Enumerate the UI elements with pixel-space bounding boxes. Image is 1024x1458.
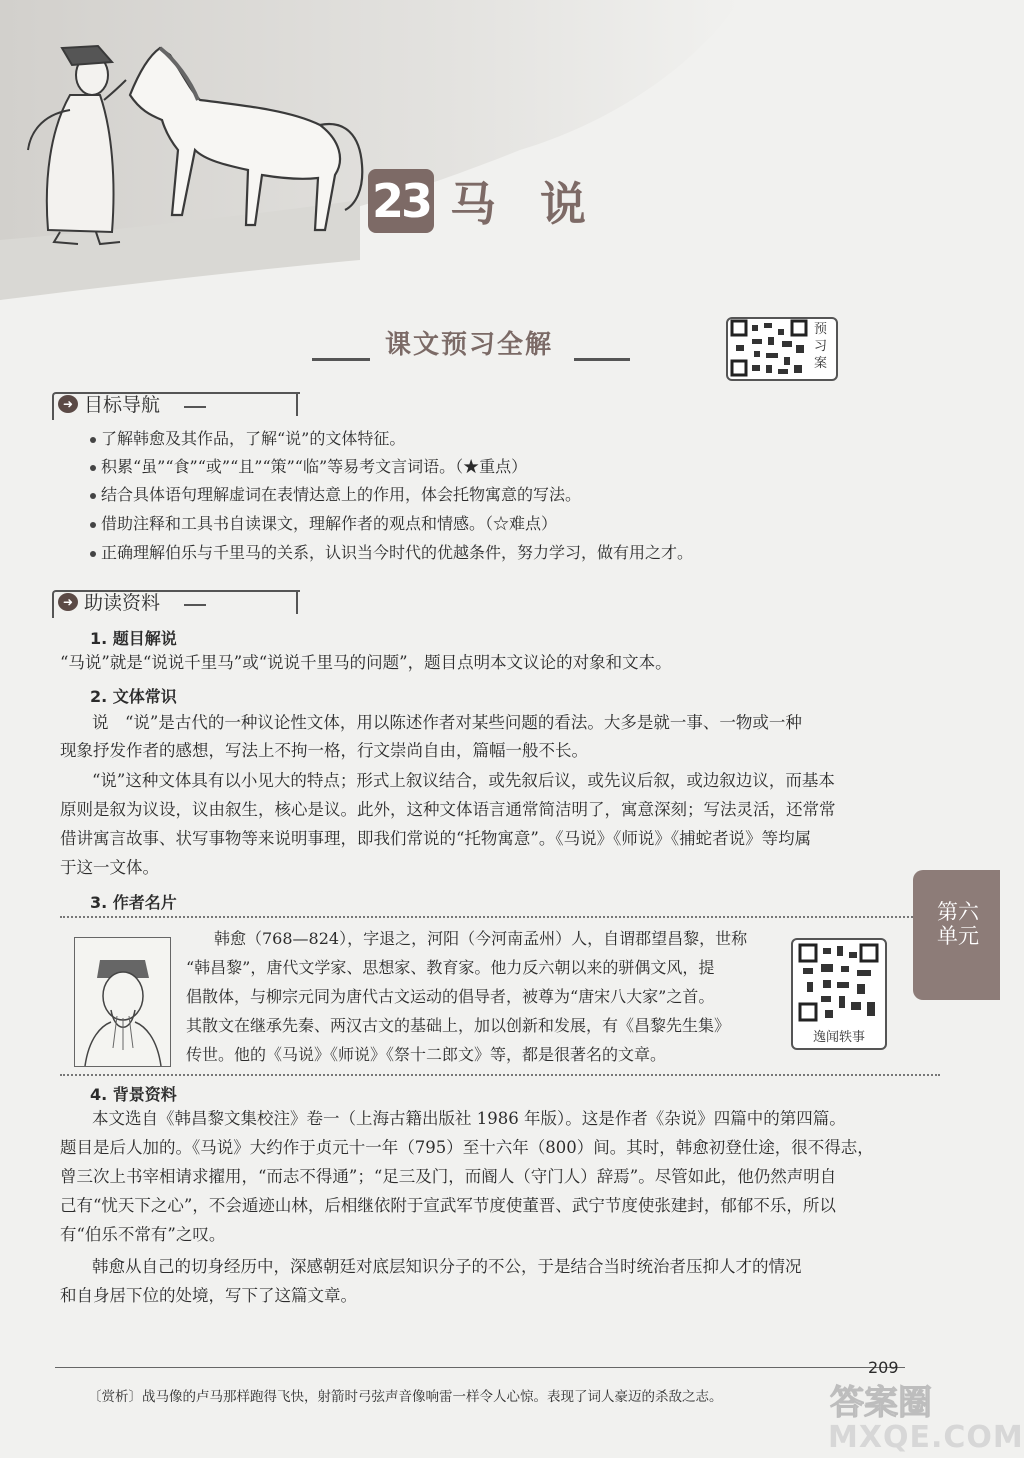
section-banner (312, 324, 630, 366)
goals-heading-text: 目标导航 (84, 394, 161, 416)
qr-label: 预习案 (814, 322, 828, 371)
svg-text:答案圈: 答案圈 (830, 1383, 932, 1423)
page-number: 209 (868, 1358, 899, 1377)
lesson-name: 马说 (450, 177, 630, 231)
paragraph-line: 己有“忧天下之心”，不会遁迹山林，后相继依附于宣武军节度使董晋、武宁节度使张建封，郁郁不乐，所以 (60, 1196, 836, 1215)
author-portrait (74, 937, 171, 1067)
bullet-icon (90, 465, 96, 471)
header-illustration (0, 0, 1000, 310)
author-card-bottom-border (60, 1074, 940, 1076)
paragraph-line: “马说”就是“说说千里马”或“说说千里马的问题”，题目点明本文议论的对象和文本。 (60, 653, 672, 672)
paragraph-line: 现象抒发作者的感想，写法上不拘一格，行文崇尚自由，篇幅一般不长。 (60, 741, 588, 760)
portrait-drawing (75, 938, 170, 1066)
qr-code-icon (799, 944, 879, 1022)
reading-heading-rule (184, 604, 206, 606)
goals-heading (58, 390, 160, 417)
author-bio-line: 传世。他的《马说》《师说》《祭十二郎文》等，都是很著名的文章。 (186, 1045, 667, 1064)
goals-frame-right (296, 392, 298, 416)
subsection-title: 4. 背景资料 (90, 1085, 177, 1104)
goal-item: 了解韩愈及其作品，了解“说”的文体特征。 (90, 428, 405, 450)
goal-item: 结合具体语句理解虚词在表情达意上的作用，体会托物寓意的写法。 (90, 484, 581, 506)
qr-code-icon (732, 321, 808, 377)
author-bio-line: 倡散体，与柳宗元同为唐代古文运动的倡导者，被尊为“唐宋八大家”之首。 (186, 987, 715, 1006)
paragraph-line: 有“伯乐不常有”之叹。 (60, 1225, 226, 1244)
paragraph-line: 说 “说”是古代的一种议论性文体，用以陈述作者对某些问题的看法。大多是就一事、一物或一种 (92, 713, 802, 732)
goals-heading-rule (184, 406, 206, 408)
bullet-icon (90, 551, 96, 557)
reading-heading-text: 助读资料 (84, 592, 161, 614)
footer-appreciation: 〔赏析〕战马像的卢马那样跑得飞快，射箭时弓弦声音像响雷一样令人心惊。表现了词人豪迈的杀敌之志。 (88, 1389, 723, 1405)
paragraph-line: 于这一文体。 (60, 858, 159, 877)
bullet-icon (90, 493, 96, 499)
paragraph-line: 曾三次上书宰相请求擢用，“而志不得通”；“足三及门，而阍人（守门人）辞焉”。尽管如此，他仍然声明自 (60, 1167, 837, 1186)
footer-rule (55, 1367, 905, 1368)
unit-tab-label: 第六单元 (937, 900, 979, 948)
author-card-top-border (60, 916, 940, 918)
arrow-right-icon: ➜ (58, 593, 78, 611)
anecdote-qr-box[interactable] (791, 938, 887, 1050)
bullet-icon (90, 522, 96, 528)
lesson-number-badge: 23 (368, 169, 434, 233)
paragraph-line: 原则是叙为议设，议由叙生，核心是议。此外，这种文体语言通常简洁明了，寓意深刻；写法灵活，还常常 (60, 800, 836, 819)
lesson-title (368, 168, 630, 234)
paragraph-line: 借讲寓言故事、状写事物等来说明事理，即我们常说的“托物寓意”。《马说》《师说》《捕蛇者说》等均属 (60, 829, 812, 848)
paragraph-line: 题目是后人加的。《马说》大约作于贞元十一年（795）至十六年（800）间。其时，韩愈初登仕途，很不得志， (60, 1138, 874, 1157)
reading-frame-right (296, 590, 298, 614)
banner-title: 课文预习全解 (384, 330, 553, 360)
bullet-icon (90, 437, 96, 443)
paragraph-line: “说”这种文体具有以小见大的特点；形式上叙议结合，或先叙后议，或先议后叙，或边叙边议，而基本 (92, 771, 835, 790)
reading-heading (58, 588, 160, 615)
watermark-logo-image (830, 1378, 980, 1422)
goal-item: 积累“虽”“食”“或”“且”“策”“临”等易考文言词语。（★重点） (90, 456, 527, 478)
author-bio-line: 其散文在继承先秦、两汉古文的基础上，加以创新和发展，有《昌黎先生集》 (186, 1016, 731, 1035)
banner-left-rule (312, 358, 370, 361)
goal-item: 正确理解伯乐与千里马的关系，认识当今时代的优越条件，努力学习，做有用之才。 (90, 542, 693, 564)
paragraph-line: 韩愈从自己的切身经历中，深感朝廷对底层知识分子的不公，于是结合当时统治者压抑人才的情况 (92, 1257, 802, 1276)
author-bio-line: “韩昌黎”，唐代文学家、思想家、教育家。他力反六朝以来的骈偶文风，提 (186, 958, 715, 977)
subsection-title: 2. 文体常识 (90, 687, 177, 706)
qr-label: 逸闻轶事 (812, 1030, 865, 1045)
paragraph-line: 和自身居下位的处境，写下了这篇文章。 (60, 1286, 357, 1305)
watermark-logo (830, 1378, 980, 1426)
watermark-url: MXQE.COM (828, 1420, 1024, 1455)
banner-right-rule (574, 358, 630, 361)
preview-qr-box[interactable] (726, 317, 838, 381)
paragraph-line: 本文选自《韩昌黎文集校注》卷一（上海古籍出版社 1986 年版）。这是作者《杂说》四篇中的第四篇。 (92, 1109, 846, 1128)
subsection-title: 1. 题目解说 (90, 629, 177, 648)
goal-item: 借助注释和工具书自读课文，理解作者的观点和情感。（☆难点） (90, 513, 557, 535)
subsection-title: 3. 作者名片 (90, 893, 177, 912)
author-bio-line: 韩愈（768—824），字退之，河阳（今河南孟州）人，自谓郡望昌黎，世称 (214, 929, 748, 948)
arrow-right-icon: ➜ (58, 395, 78, 413)
